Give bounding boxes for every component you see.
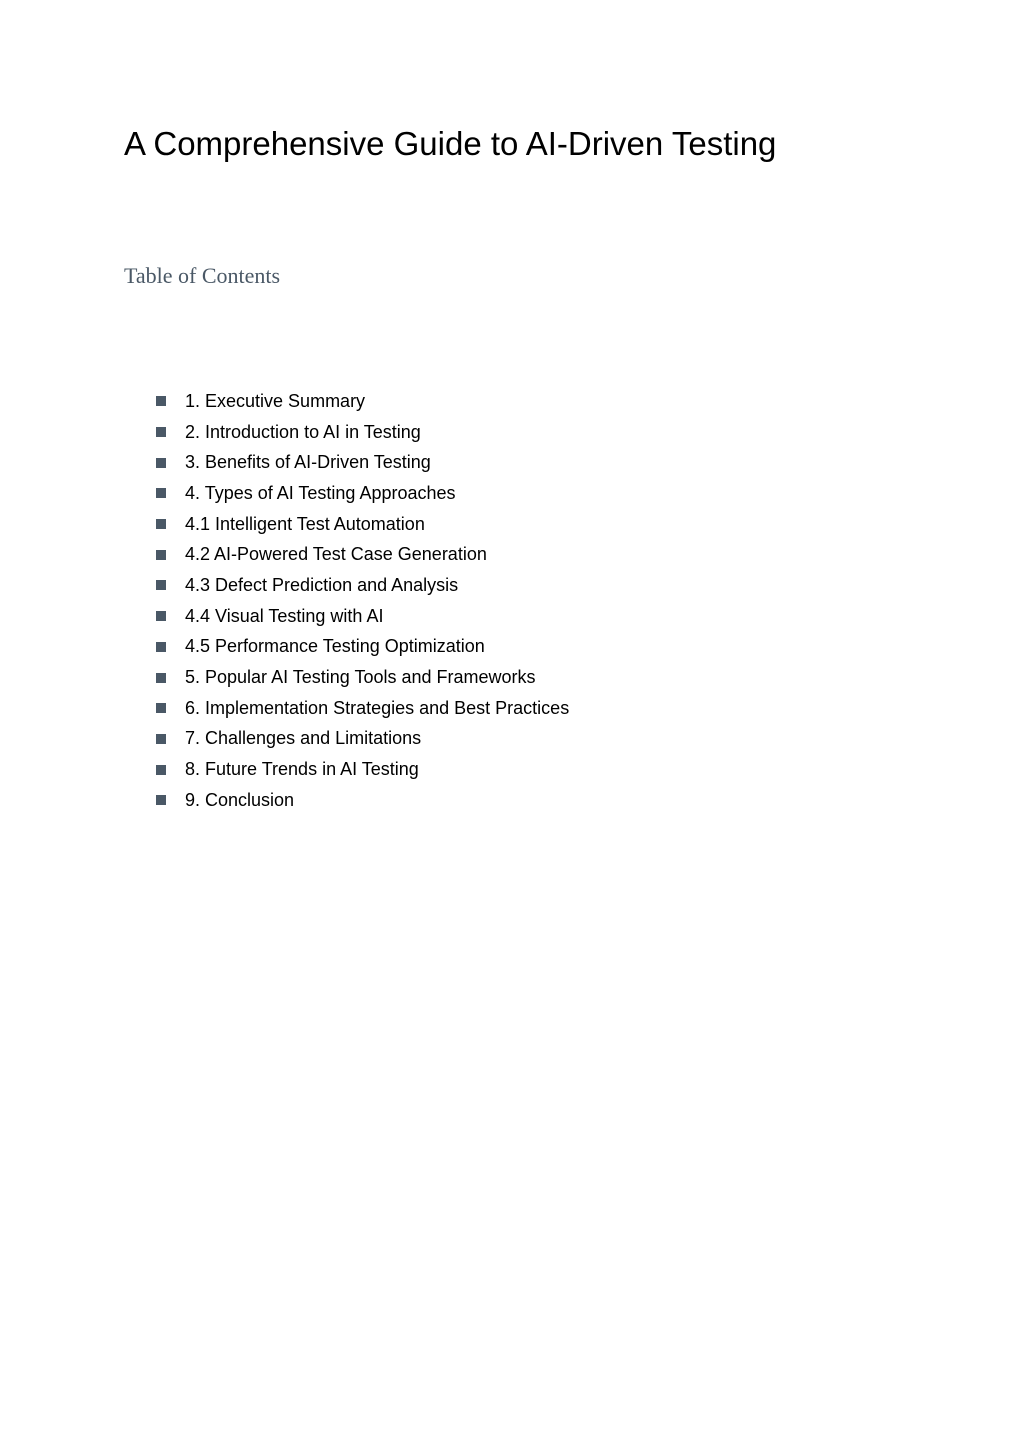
toc-item-label: 1. Executive Summary xyxy=(185,390,366,411)
square-bullet-icon xyxy=(156,673,166,683)
toc-item xyxy=(156,570,569,601)
toc-item xyxy=(156,447,569,478)
square-bullet-icon xyxy=(156,396,166,406)
table-of-contents xyxy=(156,386,569,816)
toc-item-label: 2. Introduction to AI in Testing xyxy=(185,421,421,442)
toc-item xyxy=(156,539,569,570)
toc-item-label: 7. Challenges and Limitations xyxy=(185,728,422,749)
toc-item-label: 4.3 Defect Prediction and Analysis xyxy=(185,574,459,595)
toc-item xyxy=(156,662,569,693)
square-bullet-icon xyxy=(156,427,166,437)
toc-item-label: 4.2 AI-Powered Test Case Generation xyxy=(185,544,487,565)
toc-item-label: 3. Benefits of AI-Driven Testing xyxy=(185,452,431,473)
toc-item xyxy=(156,417,569,448)
toc-item-label: 8. Future Trends in AI Testing xyxy=(185,759,419,780)
square-bullet-icon xyxy=(156,795,166,805)
toc-item xyxy=(156,693,569,724)
square-bullet-icon xyxy=(156,458,166,468)
toc-item xyxy=(156,601,569,632)
square-bullet-icon xyxy=(156,611,166,621)
square-bullet-icon xyxy=(156,580,166,590)
toc-item xyxy=(156,785,569,816)
toc-item-label: 5. Popular AI Testing Tools and Frameworks xyxy=(185,667,536,688)
toc-item xyxy=(156,724,569,755)
document-title: A Comprehensive Guide to AI-Driven Testing xyxy=(124,125,777,162)
toc-item-label: 4.4 Visual Testing with AI xyxy=(185,605,384,626)
toc-item xyxy=(156,754,569,785)
toc-item xyxy=(156,509,569,540)
toc-item-label: 4. Types of AI Testing Approaches xyxy=(185,482,456,503)
square-bullet-icon xyxy=(156,642,166,652)
square-bullet-icon xyxy=(156,765,166,775)
toc-heading: Table of Contents xyxy=(124,263,281,288)
toc-item xyxy=(156,478,569,509)
square-bullet-icon xyxy=(156,488,166,498)
square-bullet-icon xyxy=(156,550,166,560)
toc-item-label: 4.1 Intelligent Test Automation xyxy=(185,513,425,534)
toc-item xyxy=(156,386,569,417)
toc-item-label: 4.5 Performance Testing Optimization xyxy=(185,636,485,657)
toc-item-label: 6. Implementation Strategies and Best Practices xyxy=(185,697,570,718)
toc-item xyxy=(156,632,569,663)
square-bullet-icon xyxy=(156,519,166,529)
square-bullet-icon xyxy=(156,703,166,713)
toc-item-label: 9. Conclusion xyxy=(185,789,295,810)
square-bullet-icon xyxy=(156,734,166,744)
